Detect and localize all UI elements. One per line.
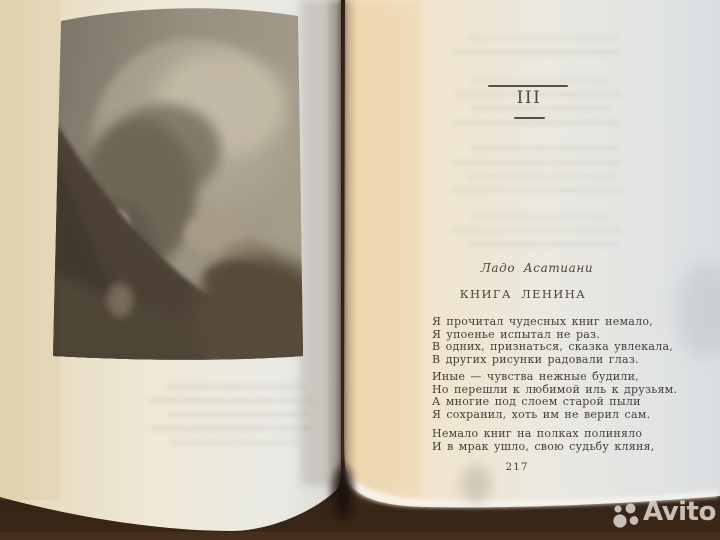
- page-number: 217: [505, 461, 529, 473]
- section-number: III: [516, 88, 542, 108]
- avito-watermark-label: Avito: [643, 497, 716, 527]
- poem-line: Но перешли к любимой иль к друзьям.: [432, 382, 678, 396]
- poem-line: В одних, признаться, сказка увлекала,: [432, 340, 674, 354]
- poem-line: И в мрак ушло, свою судьбу кляня,: [432, 439, 655, 453]
- poem-stanza-3: [432, 428, 654, 453]
- avito-logo-icon: [604, 499, 641, 531]
- poem-line: В других рисунки радовали глаз.: [432, 352, 639, 366]
- poem-stanza-2: [432, 371, 677, 421]
- poem-author: Ладо Асатиани: [480, 261, 594, 275]
- poem-line: Иные — чувства нежные будили,: [432, 370, 639, 383]
- avito-watermark: [604, 495, 716, 531]
- section-rule-bottom: [514, 117, 545, 119]
- poem-line: Я упоенье испытал не раз.: [432, 327, 601, 341]
- poem-title: КНИГА ЛЕНИНА: [459, 287, 587, 301]
- poem-line: Немало книг на полках полиняло: [432, 427, 643, 440]
- lenin-portrait-photo: [50, 0, 334, 380]
- section-rule-top: [488, 85, 568, 87]
- poem-stanza-1: [432, 316, 673, 366]
- poem-line: А многие под слоем старой пыли: [432, 395, 641, 409]
- poem-line: Я прочитал чудесных книг немало,: [432, 315, 653, 328]
- poem-line: Я сохранил, хоть им не верил сам.: [432, 407, 651, 421]
- gutter-shadow: [330, 0, 353, 518]
